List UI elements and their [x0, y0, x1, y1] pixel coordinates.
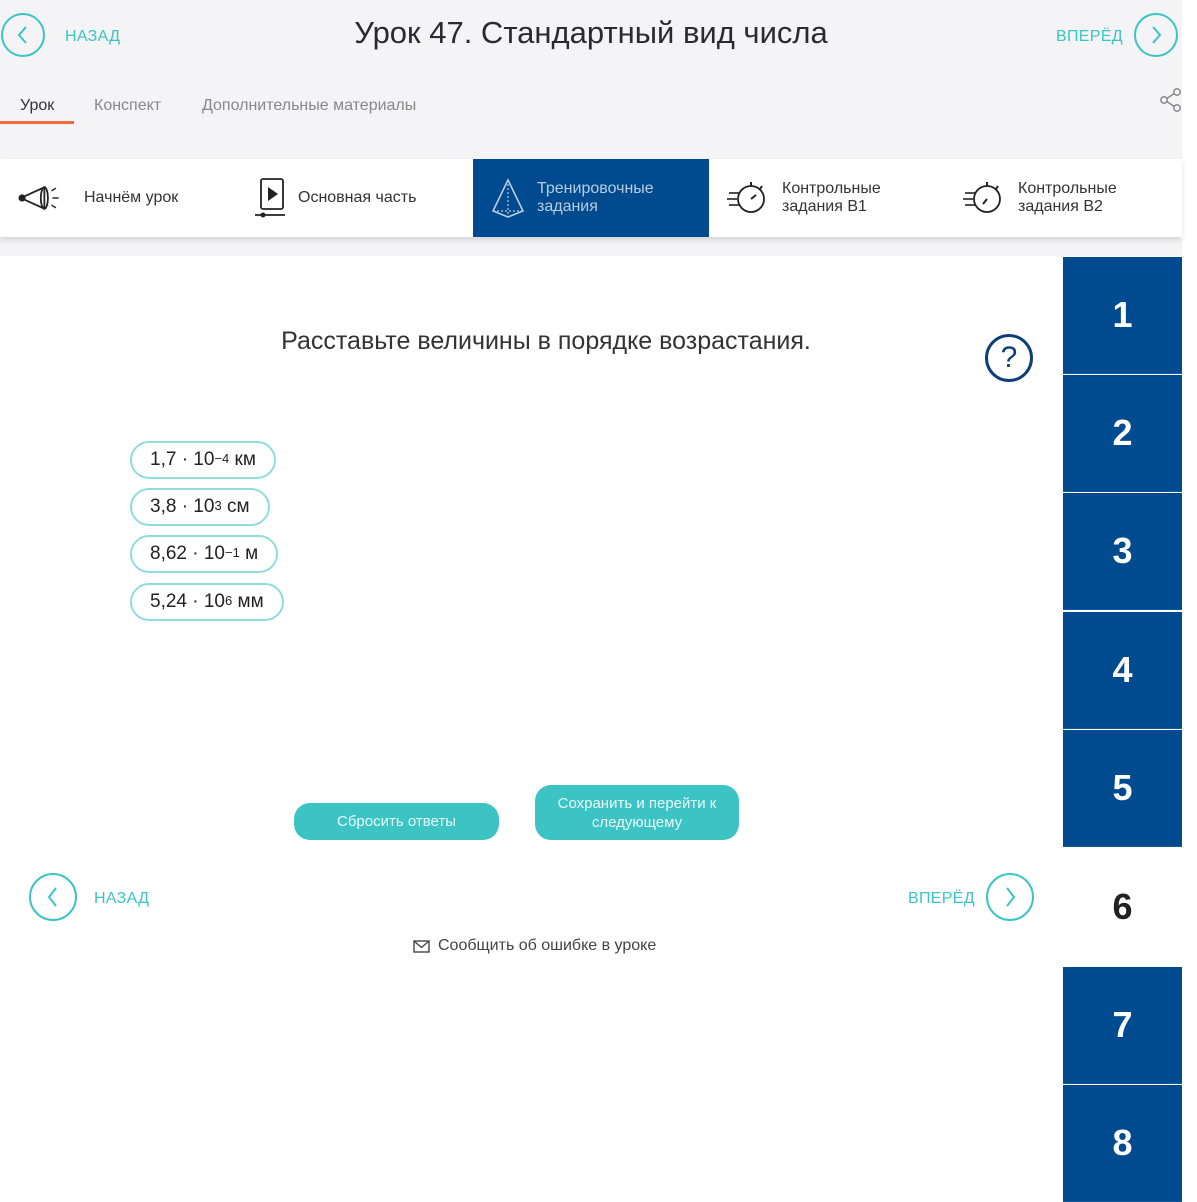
task-number-7[interactable]: 7: [1063, 967, 1182, 1084]
chevron-left-icon: [46, 886, 60, 908]
stopwatch-icon: [958, 176, 1008, 220]
back-link[interactable]: НАЗАД: [65, 28, 121, 45]
task-question: Расставьте величины в порядке возрастания.: [281, 327, 811, 355]
task-number-6[interactable]: 6: [1063, 848, 1182, 965]
task-number-3[interactable]: 3: [1063, 493, 1182, 610]
forward-circle-button[interactable]: [1134, 13, 1178, 57]
draggable-answer-chip[interactable]: 5,24 · 10 $^6$ мм: [130, 583, 284, 621]
chevron-right-icon: [1003, 886, 1017, 908]
task-number-8[interactable]: 8: [1063, 1085, 1182, 1202]
draggable-answer-chip[interactable]: 8,62 · 10 $^{-1}$ м: [130, 535, 278, 573]
save-label-line2: следующему: [591, 813, 683, 831]
pyramid-icon: [483, 176, 533, 220]
section-control-b1[interactable]: [722, 159, 952, 237]
section-label: [782, 180, 881, 216]
chip-unit: см: [221, 496, 250, 517]
section-label: Начнём урок: [84, 189, 179, 206]
chip-mantissa: 5,24 · 10: [150, 591, 225, 612]
section-label-line2: задания: [537, 198, 598, 215]
save-and-next-button[interactable]: [535, 785, 739, 840]
chip-unit: м: [239, 543, 259, 564]
tab-lesson[interactable]: Урок: [20, 97, 55, 114]
section-label-line1: Контрольные: [782, 180, 881, 197]
section-label-line2: задания В1: [782, 198, 867, 215]
task-number-1[interactable]: 1: [1063, 257, 1182, 374]
section-label-line1: Контрольные: [1018, 180, 1117, 197]
forward-link[interactable]: ВПЕРЁД: [1056, 28, 1123, 45]
chip-unit: мм: [232, 591, 264, 612]
section-label-line2: задания В2: [1018, 198, 1103, 215]
stopwatch-icon: [722, 176, 772, 220]
report-error-link[interactable]: [413, 937, 656, 955]
draggable-answer-chip[interactable]: 3,8 · 10 $^3$ см: [130, 488, 270, 526]
bottom-back-link[interactable]: НАЗАД: [94, 890, 150, 907]
share-icon[interactable]: [1158, 87, 1184, 113]
megaphone-icon: [14, 176, 64, 220]
save-and-next-label: [558, 794, 717, 832]
help-button[interactable]: [985, 334, 1033, 382]
task-number-4[interactable]: 4: [1063, 612, 1182, 729]
chip-unit: км: [229, 449, 256, 470]
chip-mantissa: 1,7 · 10: [150, 449, 215, 470]
reset-answers-button[interactable]: Сбросить ответы: [294, 803, 499, 840]
section-main-part[interactable]: [244, 159, 464, 237]
section-label-line1: Тренировочные: [537, 180, 654, 197]
section-start-lesson[interactable]: [14, 159, 224, 237]
tab-summary[interactable]: Конспект: [94, 97, 162, 114]
draggable-answer-chip[interactable]: 1,7 · 10 $^{-4}$ км: [130, 441, 276, 479]
section-training-tasks[interactable]: [473, 159, 709, 237]
page-title: Урок 47. Стандартный вид числа: [354, 15, 828, 50]
section-label: Основная часть: [298, 189, 417, 206]
section-label: [537, 180, 654, 216]
envelope-icon: [413, 940, 430, 953]
bottom-forward-circle-button[interactable]: [986, 873, 1034, 921]
save-label-line1: Сохранить и перейти к: [557, 794, 717, 812]
chip-mantissa: 3,8 · 10: [150, 496, 215, 517]
chip-mantissa: 8,62 · 10: [150, 543, 225, 564]
active-tab-underline: [0, 121, 74, 124]
report-error-label: Сообщить об ошибке в уроке: [438, 937, 657, 954]
section-label: [1018, 180, 1117, 216]
bottom-back-circle-button[interactable]: [29, 873, 77, 921]
tab-extra-materials[interactable]: Дополнительные материалы: [202, 97, 417, 114]
chevron-right-icon: [1149, 25, 1163, 45]
lesson-sections-bar: [0, 159, 1182, 237]
section-control-b2[interactable]: [958, 159, 1182, 237]
play-icon: [244, 176, 294, 220]
bottom-forward-link[interactable]: ВПЕРЁД: [908, 890, 975, 907]
task-number-2[interactable]: 2: [1063, 375, 1182, 492]
task-number-5[interactable]: 5: [1063, 730, 1182, 847]
question-mark-icon: ?: [1000, 341, 1018, 374]
